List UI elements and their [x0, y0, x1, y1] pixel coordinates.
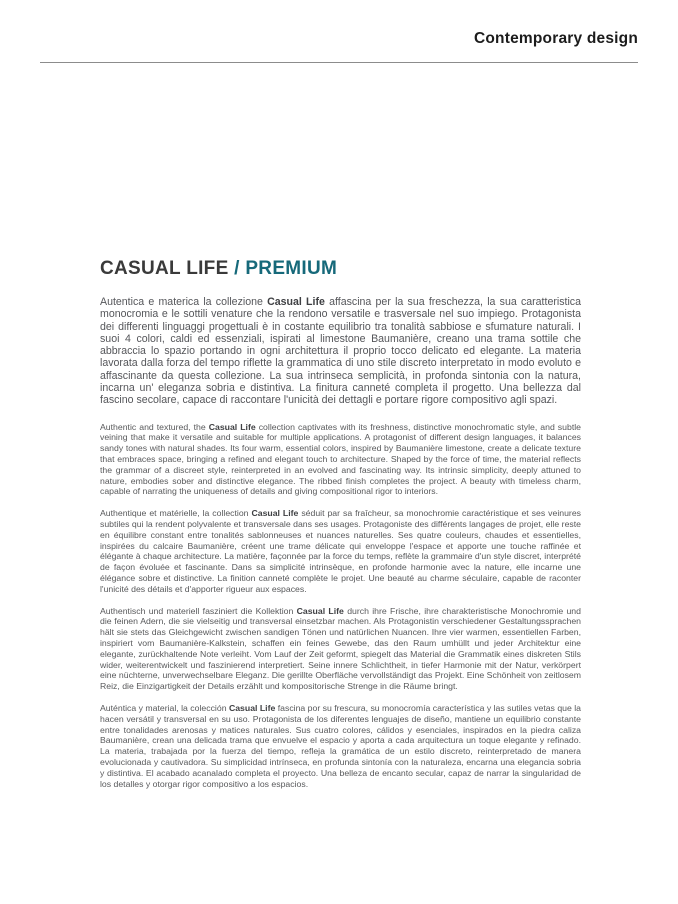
collection-title-separator: /: [234, 258, 246, 279]
brand-name: Casual Life: [251, 508, 299, 519]
paragraph-text: affascina per la sua freschezza, la sua caratteristica monocromia e le sottili venature che la rendono versatile e trasversale nel suo impiego. Protagonista dei differenti linguaggi progettuali è in costante equilibrio tra tonalità sabbiose e sfumature naturali. I suoi 4 colori, caldi ed essenziali, ispirati al limestone Baumanière, creano una trama sottile che abbraccia lo spazio portando in ogni architettura il proprio tocco delicato ed elegante. La materia lavorata dalla forza del tempo riflette la grammatica di uno stile discreto interpretato in modo evoluto e affascinante da questa collezione. La sua intrinseca semplicità, in profonda sintonia con la natura, incarna un' eleganza sobria e distintiva. La finitura canneté completa il progetto. Una bellezza dal fascino secolare, capace di raccontare l'unicità dei dettagli e portare rigore compositivo agli spazi.: [100, 296, 581, 407]
paragraph-text: collection captivates with its freshness, distinctive monochromatic style, and subtle veining that make it versatile and suitable for multiple applications. A protagonist of different design languages, it balances sandy tones with natural shades. Its four warm, essential colors, inspired by Baumanière limestone, create a delicate texture that embraces space, bringing a refined and elegant touch to architecture. Shaped by the force of time, the material reflects the grammar of a discreet style, reinterpreted in an evolved and fascinating way. Its intrinsic simplicity, deeply attuned to nature, embodies sober and distinctive elegance. The ribbed finish completes the project. A beauty with timeless charm, capable of narrating the uniqueness of details and giving compositional rigor to interiors.: [100, 421, 581, 497]
paragraph-text: Auténtica y material, la colección: [100, 703, 229, 713]
paragraph-text: Authentisch und materiell fasziniert die Kollektion: [100, 605, 297, 616]
paragraph-text: Authentique et matérielle, la collection: [100, 508, 252, 519]
paragraph-text: fascina por su frescura, su monocromía característica y las sutiles vetas que la hacen versátil y transversal en su uso. Protagonista de los diferentes lenguajes de diseño, mantiene un equilibrio constante entre tonalidades arenosas y matices naturales. Sus cuatro colores, cálidos y esenciales, inspirados en la piedra caliza Baumanière, crean una delicada trama que envuelve el espacio y aporta a cada arquitectura un toque elegante y refinado. La materia, trabajada por la fuerza del tiempo, refleja la gramática de un estilo discreto, reinterpretado de manera evolucionada y cautivadora. Su simplicidad intrínseca, en profunda sintonía con la naturaleza, encarna una elegancia sobria y distintiva. El acabado acanalado completa el proyecto. Una belleza de encanto secular, capaz de narrar la singularidad de los detalles y otorgar rigor compositivo a los espacios.: [100, 703, 581, 789]
collection-title-premium: PREMIUM: [245, 258, 338, 279]
paragraph-german: [100, 606, 581, 692]
collection-title-accent: [234, 258, 337, 279]
paragraph-text: Authentic and textured, the: [100, 421, 209, 432]
header-divider: [40, 62, 638, 63]
collection-title-main: CASUAL LIFE: [100, 258, 235, 279]
brand-name: Casual Life: [267, 296, 325, 308]
page-header: [0, 0, 678, 63]
paragraph-french: [100, 508, 581, 594]
main-content: [100, 258, 581, 800]
paragraph-english: [100, 422, 581, 498]
paragraph-text: Autentica e materica la collezione: [100, 296, 268, 308]
paragraph-italian: [100, 296, 581, 407]
brand-name: Casual Life: [296, 605, 344, 616]
brand-name: Casual Life: [208, 421, 256, 432]
paragraph-text: durch ihre Frische, ihre charakteristische Monochromie und die feinen Adern, die sie vielseitig und transversal einsetzbar machen. Als Protagonistin verschiedener Gestaltungssprachen hält sie stets das Gleichgewicht zwischen sandigen Tönen und natürlichen Nuancen. Ihre vier warmen, essentiellen Farben, inspiriert vom Baumanière-Kalkstein, schaffen ein feines Gewebe, das den Raum umhüllt und jeder Architektur eine elegante, zurückhaltende Note verleiht. Vom Lauf der Zeit geformt, spiegelt das Material die Grammatik eines diskreten Stils wider, weiterentwickelt und faszinierend interpretiert. Seine innere Schlichtheit, in tiefer Harmonie mit der Natur, verkörpert eine nüchterne, unverwechselbare Eleganz. Die gerillte Oberfläche vervollständigt das Projekt. Eine Schönheit von zeitlosem Reiz, die Einzigartigkeit der Details erzählt und kompositorische Strenge in die Räume bringt.: [100, 605, 581, 692]
brand-name: Casual Life: [228, 703, 276, 713]
paragraph-text: séduit par sa fraîcheur, sa monochromie caractéristique et ses veinures subtiles qui la rendent polyvalente et transversale dans ses usages. Protagoniste des différents langages de projet, elle reste en équilibre constant entre tonalités sablonneuses et nuances naturelles. Ses quatre couleurs, chaudes et essentielles, inspirées du calcaire Baumanière, créent une trame délicate qui enveloppe l'espace et apporte une touche raffinée et élégante à chaque architecture. La matière, façonnée par la force du temps, reflète la grammaire d'un style discret, interprété de façon évoluée et fascinante. Dans sa simplicité intrinsèque, en profonde harmonie avec la nature, elle incarne une élégance sobre et distinctive. La finition canneté complète le projet. Une beauté au charme séculaire, capable de raconter l'unicité des détails et d'apporter rigueur aux espaces.: [100, 508, 581, 594]
header-title: Contemporary design: [474, 30, 638, 47]
paragraph-spanish: [100, 703, 581, 789]
collection-title: [100, 258, 581, 280]
